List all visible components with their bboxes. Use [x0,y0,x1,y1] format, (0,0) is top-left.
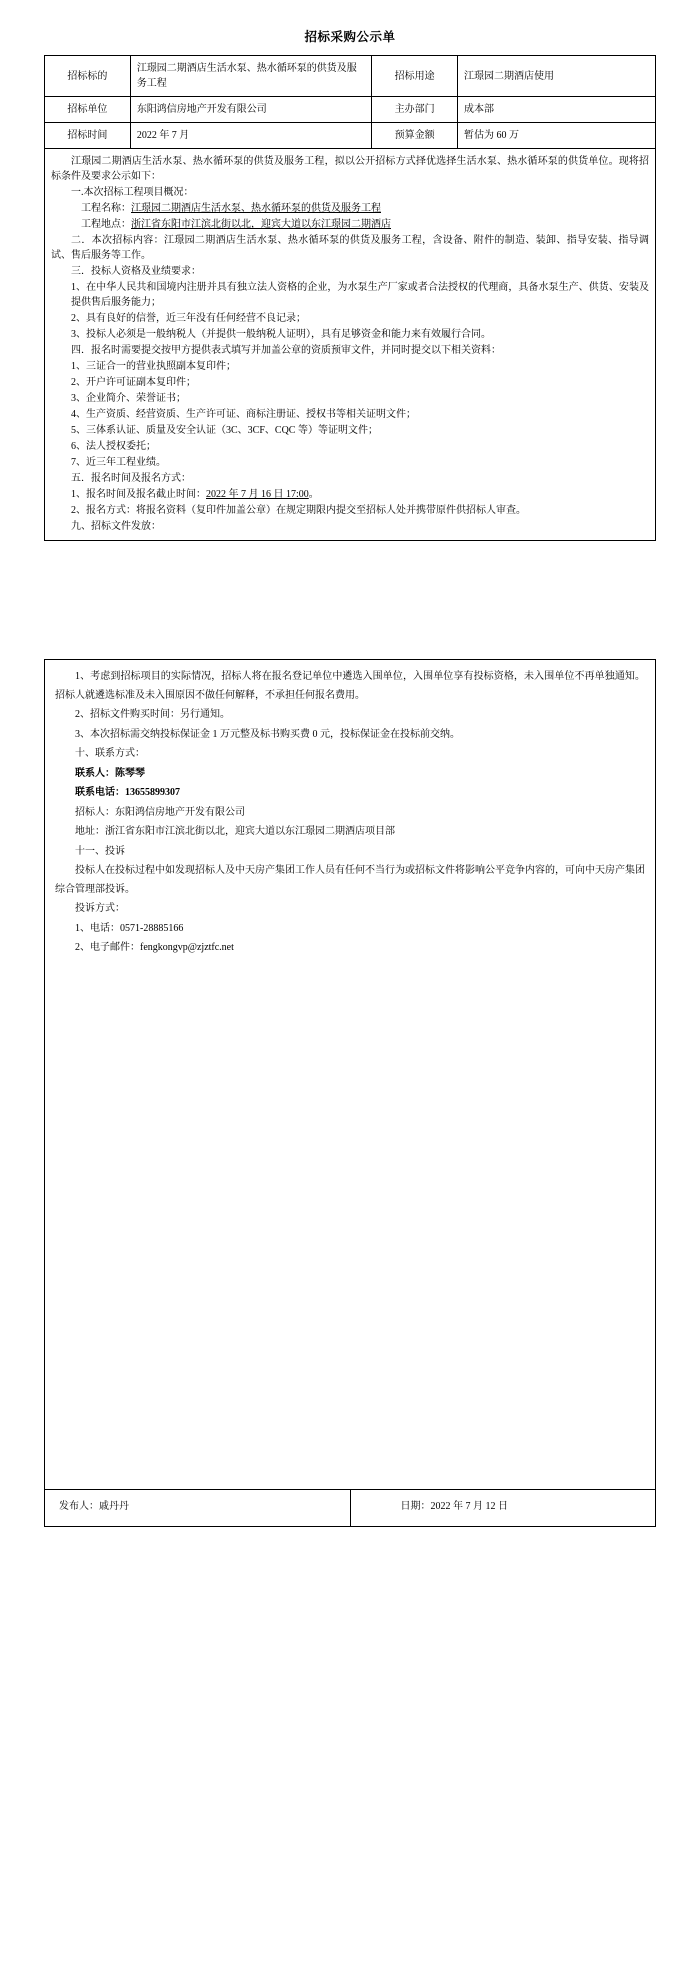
publisher-value: 戚丹丹 [99,1500,129,1512]
bid-continuation-table [44,659,656,1527]
section-4-item-5: 5、三体系认证、质量及安全认证（3C、3CF、CQC 等）等证明文件； [71,425,378,437]
bidder-value: 东阳鸿信房地产开发有限公司 [115,806,245,818]
signup-deadline-suffix: 。 [308,489,319,501]
row-value-budget: 暂估为 60 万 [458,123,656,149]
section-3-item-3: 3、投标人必须是一般纳税人（并提供一般纳税人证明），具有足够资金和能力来有效履行合同。 [71,329,491,341]
row-label-unit: 招标单位 [45,97,131,123]
row-value-time: 2022 年 7 月 [130,123,371,149]
bidder-line [55,804,645,823]
project-location-value: 浙江省东阳市江滨北街以北，迎宾大道以东江璟园二期酒店 [131,219,391,231]
section-4-item-1: 1、三证合一的营业执照副本复印件； [71,361,236,373]
table-row-body [45,660,656,1490]
body-content-cell-2 [45,660,656,1490]
section-2-heading: 二．本次招标内容：江璟园二期酒店生活水泵、热水循环泵的供货及服务工程，含设备、附件的制造、装卸、指导安装、指导调试、售后服务等工作。 [51,235,649,262]
blank-space [55,959,645,1479]
row-value-department: 成本部 [458,97,656,123]
row-label-purpose: 招标用途 [372,56,458,97]
body-content-cell [45,149,656,541]
date-value: 2022 年 7 月 12 日 [430,1500,508,1512]
section-9-heading: 九、招标文件发放： [71,521,161,533]
section-5-item-2: 2、报名方式：将报名资料（复印件加盖公章）在规定期限内提交至招标人处并携带原件供招标人审查。 [71,505,526,517]
section-11-text: 投标人在投标过程中如发现招标人及中天房产集团工作人员有任何不当行为或招标文件将影响公平竞争内容的，可向中天房产集团综合管理部投诉。 [55,865,645,895]
project-name-line [51,201,649,216]
contact-person-value: 陈琴琴 [115,767,145,779]
section-1-heading: 一.本次招标工程项目概况： [71,187,194,199]
page2-item-1: 1、考虑到招标项目的实际情况，招标人将在报名登记单位中遴选入围单位，入围单位享有投标资格，未入围单位不再单独通知。招标人就遴选标准及未入围原因不做任何解释，不承担任何报名费用。 [55,671,645,701]
section-4-item-6: 6、法人授权委托； [71,441,156,453]
section-3-heading: 三．投标人资格及业绩要求： [71,266,201,278]
contact-phone-line [55,784,645,803]
section-4-item-7: 7、近三年工程业绩。 [71,457,166,469]
footer-date-cell [350,1489,656,1527]
page-title: 招标采购公示单 [304,30,396,44]
complaint-item-2: 2、电子邮件：fengkongvp@zjztfc.net [75,942,234,954]
project-location-label: 工程地点： [81,219,131,231]
section-4-heading: 四．报名时需要提交按甲方提供表式填写并加盖公章的资质预审文件，并同时提交以下相关资料： [71,345,501,357]
document-page-2 [0,659,700,1527]
address-label: 地址： [75,826,105,838]
footer-publisher-cell [45,1489,351,1527]
contact-person-label: 联系人： [75,767,115,779]
row-label-subject: 招标标的 [45,56,131,97]
section-4-item-4: 4、生产资质、经营资质、生产许可证、商标注册证、授权书等相关证明文件； [71,409,416,421]
complaint-item-1: 1、电话：0571-28885166 [75,922,184,934]
contact-phone-value: 13655899307 [125,787,180,799]
page-break-gap [0,541,700,659]
bid-info-table [44,55,656,541]
project-name-value: 江璟园二期酒店生活水泵、热水循环泵的供货及服务工程 [131,203,381,215]
intro-paragraph: 江璟园二期酒店生活水泵、热水循环泵的供货及服务工程，拟以公开招标方式择优选择生活水泵、热水循环泵的供货单位。现将招标条件及要求公示如下： [51,156,649,183]
section-5-item-1 [51,487,649,502]
section-5-heading: 五．报名时间及报名方式： [71,473,191,485]
row-value-subject: 江璟园二期酒店生活水泵、热水循环泵的供货及服务工程 [130,56,371,97]
project-name-label: 工程名称： [81,203,131,215]
section-4-item-2: 2、开户许可证副本复印件； [71,377,196,389]
signup-deadline-label: 1、报名时间及报名截止时间： [71,489,206,501]
row-label-budget: 预算金额 [372,123,458,149]
address-line [55,823,645,842]
section-3-item-1: 1、在中华人民共和国境内注册并具有独立法人资格的企业，为水泵生产厂家或者合法授权的代理商，具备水泵生产、供货、安装及提供售后服务能力； [71,282,649,309]
section-11-heading: 十一、投诉 [75,845,125,857]
row-label-department: 主办部门 [372,97,458,123]
page2-item-3: 3、本次招标需交纳投标保证金 1 万元整及标书购买费 0 元，投标保证金在投标前交纳。 [75,728,460,740]
contact-person-line [55,765,645,784]
row-label-time: 招标时间 [45,123,131,149]
signup-deadline-value: 2022 年 7 月 16 日 17:00 [206,489,309,501]
section-4-item-3: 3、企业简介、荣誉证书； [71,393,186,405]
publisher-label: 发布人： [59,1500,99,1512]
complaint-heading: 投诉方式： [75,903,125,915]
row-value-unit: 东阳鸿信房地产开发有限公司 [130,97,371,123]
page2-item-2: 2、招标文件购买时间：另行通知。 [75,709,230,721]
footer-row [45,1489,656,1527]
table-row-body [45,149,656,541]
contact-phone-label: 联系电话： [75,787,125,799]
table-row [45,97,656,123]
bidder-label: 招标人： [75,806,115,818]
row-value-purpose: 江璟园二期酒店使用 [458,56,656,97]
address-value: 浙江省东阳市江滨北街以北，迎宾大道以东江璟园二期酒店项目部 [105,826,395,838]
table-row [45,123,656,149]
section-10-heading: 十、联系方式： [75,748,145,760]
document-page-1 [0,0,700,541]
table-row [45,56,656,97]
date-label: 日期： [400,1500,431,1512]
project-location-line [51,217,649,232]
section-3-item-2: 2、具有良好的信誉，近三年没有任何经营不良记录； [71,313,306,325]
